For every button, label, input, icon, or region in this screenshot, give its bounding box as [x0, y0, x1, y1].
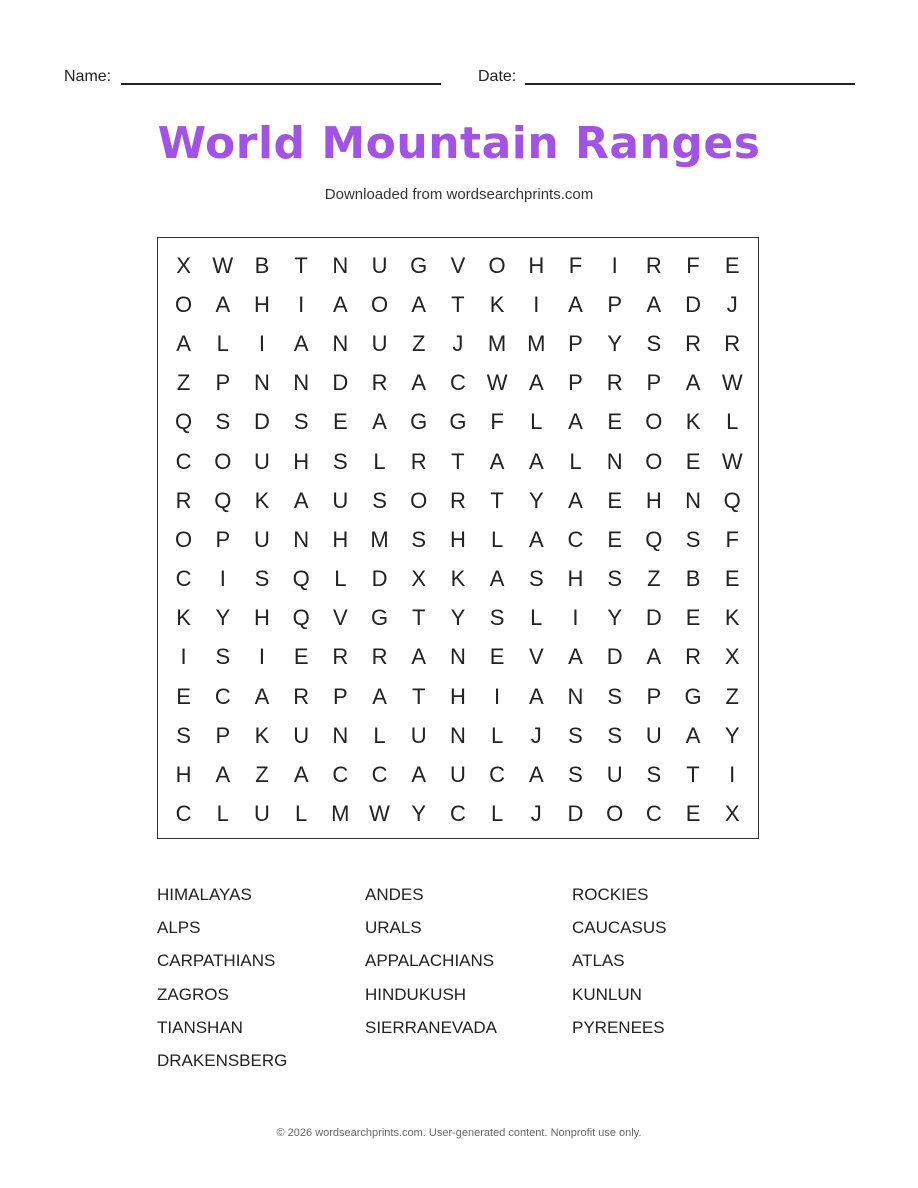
grid-letter[interactable]: Y — [528, 487, 544, 513]
grid-letter[interactable]: O — [645, 448, 663, 474]
grid-letter[interactable]: A — [685, 370, 701, 396]
grid-letter[interactable]: N — [606, 448, 623, 474]
word-list-item: CAUCASUS — [572, 918, 667, 938]
grid-letter[interactable]: K — [489, 291, 505, 317]
grid-letter[interactable]: R — [293, 683, 310, 709]
grid-letter[interactable]: T — [451, 448, 465, 474]
word-list-item: ZAGROS — [157, 984, 229, 1004]
grid-letter[interactable]: H — [528, 252, 545, 278]
grid-letter[interactable]: E — [607, 409, 622, 435]
grid-letter[interactable]: P — [568, 370, 583, 396]
grid-letter[interactable]: S — [254, 566, 270, 592]
grid-letter[interactable]: L — [490, 526, 504, 552]
grid-letter[interactable]: G — [370, 605, 389, 631]
grid-letter[interactable]: X — [724, 644, 740, 670]
grid-letter[interactable]: L — [726, 409, 739, 435]
grid-letter[interactable]: A — [646, 291, 662, 317]
grid-letter[interactable]: C — [332, 762, 349, 788]
grid-letter[interactable]: O — [370, 291, 389, 317]
grid-letter[interactable]: S — [411, 526, 427, 552]
grid-letter[interactable]: A — [528, 370, 544, 396]
grid-letter[interactable]: W — [721, 448, 743, 474]
grid-letter[interactable]: C — [567, 526, 584, 552]
grid-letter[interactable]: H — [567, 566, 584, 592]
grid-letter[interactable]: Y — [607, 605, 622, 631]
grid-letter[interactable]: C — [489, 762, 506, 788]
grid-letter[interactable]: U — [371, 330, 388, 356]
grid-letter[interactable]: N — [332, 330, 349, 356]
grid-letter[interactable]: N — [254, 370, 270, 396]
grid-letter[interactable]: F — [686, 252, 700, 278]
grid-letter[interactable]: A — [254, 683, 270, 709]
grid-letter[interactable]: R — [645, 252, 662, 278]
grid-letter[interactable]: A — [489, 448, 505, 474]
grid-letter[interactable]: E — [293, 644, 309, 670]
grid-letter[interactable]: B — [254, 252, 270, 278]
grid-letter[interactable]: A — [411, 762, 427, 788]
word-list-item: HIMALAYAS — [157, 885, 252, 904]
grid-letter[interactable]: C — [449, 801, 466, 827]
grid-letter[interactable]: H — [449, 683, 466, 709]
grid-letter[interactable]: M — [370, 526, 389, 552]
grid-letter[interactable]: J — [530, 722, 542, 748]
grid-letter[interactable]: L — [334, 566, 347, 592]
grid-letter[interactable]: E — [607, 487, 622, 513]
grid-letter[interactable]: A — [568, 644, 583, 670]
grid-letter[interactable]: N — [449, 644, 466, 670]
grid-letter[interactable]: S — [646, 330, 662, 356]
grid-letter[interactable]: I — [298, 291, 305, 317]
grid-letter[interactable]: C — [449, 370, 466, 396]
grid-letter[interactable]: D — [567, 801, 584, 827]
grid-letter[interactable]: L — [373, 448, 386, 474]
grid-letter[interactable]: S — [568, 762, 583, 788]
grid-letter[interactable]: L — [216, 330, 229, 356]
grid-letter[interactable]: I — [729, 762, 736, 788]
grid-letter[interactable]: A — [372, 409, 387, 435]
grid-letter[interactable]: A — [568, 487, 583, 513]
grid-letter[interactable]: W — [212, 252, 234, 278]
page-title: World Mountain Ranges — [157, 118, 761, 169]
grid-letter[interactable]: R — [371, 644, 388, 670]
word-list-item: APPALACHIANS — [365, 951, 495, 971]
grid-letter[interactable]: U — [293, 722, 310, 748]
grid-letter[interactable]: A — [528, 448, 544, 474]
grid-letter[interactable]: I — [180, 644, 187, 670]
grid-letter[interactable]: N — [567, 683, 584, 709]
grid-letter[interactable]: Q — [645, 526, 663, 552]
grid-letter[interactable]: S — [293, 409, 309, 435]
grid-letter[interactable]: C — [175, 448, 192, 474]
grid-letter[interactable]: A — [215, 291, 231, 317]
grid-letter[interactable]: Y — [215, 605, 231, 631]
grid-letter[interactable]: Z — [411, 330, 426, 356]
grid-letter[interactable]: Z — [725, 683, 739, 709]
grid-letter[interactable]: F — [725, 526, 739, 552]
grid-letter[interactable]: L — [490, 722, 504, 748]
grid-letter[interactable]: L — [216, 801, 229, 827]
grid-letter[interactable]: S — [215, 409, 231, 435]
word-list — [157, 883, 777, 1082]
grid-letter[interactable]: W — [369, 801, 390, 827]
grid-letter[interactable]: T — [686, 762, 700, 788]
grid-letter[interactable]: Z — [647, 566, 661, 592]
grid-letter[interactable]: U — [645, 722, 662, 748]
grid-letter[interactable]: Y — [450, 605, 466, 631]
grid-letter[interactable]: A — [293, 762, 309, 788]
grid-letter[interactable]: N — [293, 370, 310, 396]
grid-letter[interactable]: Y — [607, 330, 622, 356]
grid-letter[interactable]: U — [254, 448, 270, 474]
grid-letter[interactable]: B — [685, 566, 701, 592]
grid-letter[interactable]: Q — [723, 487, 741, 513]
grid-letter[interactable]: D — [254, 409, 270, 435]
grid-letter[interactable]: K — [254, 487, 270, 513]
grid-letter[interactable]: N — [449, 722, 466, 748]
word-list-item: KUNLUN — [572, 984, 642, 1004]
grid-letter[interactable]: I — [611, 252, 618, 278]
grid-letter[interactable]: G — [410, 409, 428, 435]
grid-letter[interactable]: H — [254, 605, 270, 631]
grid-letter[interactable]: U — [254, 526, 270, 552]
word-list-item: DRAKENSBERG — [157, 1050, 288, 1070]
grid-letter[interactable]: T — [451, 291, 465, 317]
grid-letter[interactable]: S — [607, 566, 622, 592]
grid-letter[interactable]: T — [294, 252, 308, 278]
grid-letter[interactable]: P — [646, 683, 662, 709]
grid-letter[interactable]: S — [528, 566, 544, 592]
grid-letter[interactable]: K — [254, 722, 270, 748]
grid-letter[interactable]: H — [332, 526, 349, 552]
grid-letter[interactable]: D — [332, 370, 349, 396]
grid-letter[interactable]: T — [490, 487, 504, 513]
grid-letter[interactable]: A — [568, 291, 583, 317]
word-list-item: ANDES — [365, 885, 424, 904]
grid-letter[interactable]: M — [487, 330, 507, 356]
grid-letter[interactable]: S — [176, 722, 191, 748]
grid-letter[interactable]: O — [645, 409, 663, 435]
grid-letter[interactable]: E — [176, 683, 191, 709]
grid-letter[interactable]: C — [175, 566, 192, 592]
word-list-item: ATLAS — [572, 951, 625, 971]
grid-letter[interactable]: O — [175, 526, 193, 552]
grid-letter[interactable]: X — [724, 801, 740, 827]
grid-letter[interactable]: W — [486, 370, 508, 396]
grid-letter[interactable]: Z — [176, 370, 191, 396]
grid-letter[interactable]: S — [646, 762, 662, 788]
grid-letter[interactable]: X — [176, 252, 191, 278]
grid-letter[interactable]: H — [645, 487, 662, 513]
grid-letter[interactable]: A — [646, 644, 662, 670]
grid-letter[interactable]: R — [371, 370, 388, 396]
page-subtitle: Downloaded from wordsearchprints.com — [324, 186, 594, 203]
grid-letter[interactable]: Q — [214, 487, 232, 513]
grid-letter[interactable]: C — [645, 801, 662, 827]
date-line[interactable] — [525, 83, 855, 85]
grid-letter[interactable]: U — [449, 762, 466, 788]
grid-letter[interactable]: O — [175, 291, 193, 317]
grid-letter[interactable]: A — [528, 762, 544, 788]
grid-letter[interactable]: R — [724, 330, 741, 356]
letter-grid — [164, 246, 752, 834]
grid-letter[interactable]: N — [332, 722, 349, 748]
grid-letter[interactable]: I — [219, 566, 226, 592]
grid-letter[interactable]: Z — [255, 762, 269, 788]
grid-letter[interactable]: U — [254, 801, 270, 827]
grid-letter[interactable]: A — [685, 722, 701, 748]
grid-letter[interactable]: E — [333, 409, 348, 435]
grid-letter[interactable]: S — [333, 448, 348, 474]
grid-letter[interactable]: R — [332, 644, 349, 670]
grid-letter[interactable]: P — [215, 526, 231, 552]
grid-letter[interactable]: U — [410, 722, 427, 748]
grid-letter[interactable]: L — [569, 448, 582, 474]
grid-letter[interactable]: C — [371, 762, 388, 788]
grid-letter[interactable]: D — [606, 644, 623, 670]
grid-letter[interactable]: H — [449, 526, 466, 552]
grid-letter[interactable]: R — [175, 487, 192, 513]
grid-letter[interactable]: S — [607, 683, 622, 709]
grid-letter[interactable]: K — [724, 605, 740, 631]
grid-letter[interactable]: Y — [724, 722, 740, 748]
grid-letter[interactable]: U — [332, 487, 349, 513]
grid-letter[interactable]: N — [293, 526, 310, 552]
grid-letter[interactable]: A — [176, 330, 191, 356]
grid-letter[interactable]: A — [333, 291, 348, 317]
grid-letter[interactable]: H — [293, 448, 310, 474]
grid-letter[interactable]: U — [606, 762, 623, 788]
grid-letter[interactable]: R — [410, 448, 427, 474]
grid-letter[interactable]: O — [410, 487, 428, 513]
grid-letter[interactable]: G — [684, 683, 702, 709]
grid-letter[interactable]: F — [490, 409, 504, 435]
grid-letter[interactable]: A — [568, 409, 583, 435]
grid-letter[interactable]: V — [450, 252, 466, 278]
grid-letter[interactable]: N — [685, 487, 701, 513]
grid-letter[interactable]: A — [411, 644, 427, 670]
grid-letter[interactable]: R — [685, 644, 701, 670]
grid-letter[interactable]: E — [685, 801, 701, 827]
grid-letter[interactable]: R — [606, 370, 623, 396]
grid-letter[interactable]: P — [215, 370, 231, 396]
grid-letter[interactable]: P — [568, 330, 583, 356]
grid-letter[interactable]: P — [607, 291, 622, 317]
grid-letter[interactable]: P — [215, 722, 231, 748]
grid-letter[interactable]: R — [449, 487, 466, 513]
grid-letter[interactable]: M — [527, 330, 546, 356]
word-list-item: URALS — [365, 918, 422, 938]
grid-letter[interactable]: A — [528, 526, 544, 552]
grid-letter[interactable]: G — [410, 252, 428, 278]
word-list-item: ROCKIES — [572, 885, 649, 904]
grid-letter[interactable]: X — [411, 566, 427, 592]
grid-letter[interactable]: T — [411, 683, 426, 709]
grid-letter[interactable]: S — [685, 526, 701, 552]
grid-letter[interactable]: A — [528, 683, 544, 709]
word-list-item: SIERRANEVADA — [365, 1017, 497, 1037]
grid-letter[interactable]: A — [489, 566, 505, 592]
grid-letter[interactable]: A — [372, 683, 387, 709]
grid-letter[interactable]: O — [488, 252, 506, 278]
grid-letter[interactable]: O — [606, 801, 624, 827]
grid-letter[interactable]: A — [411, 291, 427, 317]
grid-letter[interactable]: M — [331, 801, 350, 827]
grid-letter[interactable]: K — [176, 605, 191, 631]
grid-letter[interactable]: K — [450, 566, 466, 592]
grid-letter[interactable]: I — [258, 644, 266, 670]
grid-letter[interactable]: G — [449, 409, 467, 435]
grid-letter[interactable]: I — [494, 683, 501, 709]
grid-letter[interactable]: E — [685, 605, 701, 631]
grid-letter[interactable]: D — [371, 566, 388, 592]
grid-letter[interactable]: T — [411, 605, 426, 631]
grid-letter[interactable]: I — [572, 605, 579, 631]
grid-letter[interactable]: E — [607, 526, 622, 552]
grid-letter[interactable]: L — [530, 605, 543, 631]
grid-letter[interactable]: J — [530, 801, 542, 827]
grid-letter[interactable]: Q — [175, 409, 193, 435]
grid-letter[interactable]: C — [175, 801, 192, 827]
grid-letter[interactable]: E — [685, 448, 701, 474]
grid-letter[interactable]: Q — [292, 566, 310, 592]
grid-letter[interactable]: J — [452, 330, 464, 356]
grid-letter[interactable]: H — [254, 291, 270, 317]
word-list-item: HINDUKUSH — [365, 984, 467, 1004]
grid-letter[interactable]: Q — [292, 605, 310, 631]
grid-letter[interactable]: D — [645, 605, 662, 631]
grid-letter[interactable]: K — [685, 409, 701, 435]
word-list-item: TIANSHAN — [157, 1017, 243, 1037]
name-line[interactable] — [121, 83, 441, 85]
grid-letter[interactable]: A — [215, 762, 231, 788]
grid-letter[interactable]: D — [685, 291, 701, 317]
grid-letter[interactable]: U — [371, 252, 388, 278]
grid-letter[interactable]: L — [490, 801, 504, 827]
grid-letter[interactable]: F — [568, 252, 583, 278]
word-list-item: ALPS — [157, 918, 201, 938]
date-label: Date: — [478, 68, 517, 85]
word-list-item: CARPATHIANS — [157, 951, 276, 971]
grid-letter[interactable]: J — [726, 291, 738, 317]
grid-letter[interactable]: Y — [411, 801, 427, 827]
grid-letter[interactable]: A — [411, 370, 427, 396]
grid-letter[interactable]: L — [295, 801, 308, 827]
word-list-item: PYRENEES — [572, 1017, 665, 1037]
grid-letter[interactable]: A — [293, 330, 309, 356]
grid-letter[interactable]: W — [721, 370, 743, 396]
grid-letter[interactable]: C — [214, 683, 231, 709]
grid-letter[interactable]: S — [568, 722, 583, 748]
grid-letter[interactable]: V — [528, 644, 544, 670]
grid-letter[interactable]: E — [724, 252, 740, 278]
grid-letter[interactable]: I — [533, 291, 540, 317]
grid-letter[interactable]: H — [175, 762, 192, 788]
grid-letter[interactable]: E — [489, 644, 505, 670]
grid-letter[interactable]: S — [372, 487, 387, 513]
grid-letter[interactable]: N — [332, 252, 349, 278]
grid-letter[interactable]: V — [333, 605, 348, 631]
grid-letter[interactable]: S — [215, 644, 231, 670]
grid-letter[interactable]: L — [530, 409, 543, 435]
grid-letter[interactable]: I — [258, 330, 266, 356]
grid-letter[interactable]: R — [685, 330, 701, 356]
grid-letter[interactable]: S — [489, 605, 505, 631]
grid-letter[interactable]: E — [724, 566, 740, 592]
grid-letter[interactable]: A — [293, 487, 309, 513]
grid-letter[interactable]: S — [607, 722, 622, 748]
grid-letter[interactable]: P — [646, 370, 662, 396]
name-label: Name: — [64, 68, 112, 85]
grid-letter[interactable]: P — [333, 683, 348, 709]
grid-letter[interactable]: O — [214, 448, 232, 474]
grid-letter[interactable]: L — [373, 722, 386, 748]
footer-text: © 2026 wordsearchprints.com. User-generated content. Nonprofit use only. — [276, 1127, 642, 1139]
